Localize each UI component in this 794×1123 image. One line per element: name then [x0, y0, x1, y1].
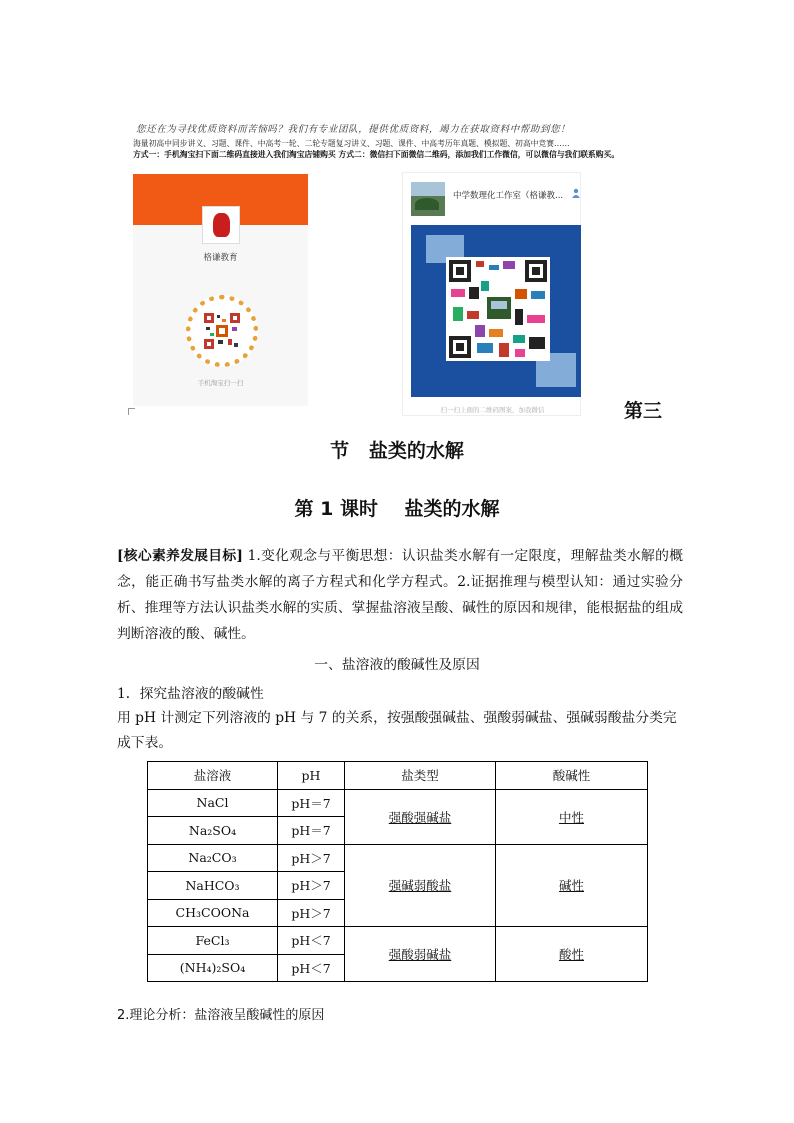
salt-cell: NaHCO₃ — [148, 872, 278, 900]
salt-type-cell: 强酸强碱盐 — [345, 789, 496, 844]
salt-cell: Na₂SO₄ — [148, 817, 278, 845]
wechat-contact-card[interactable] — [402, 172, 581, 416]
section-title-part-1: 第三 — [624, 400, 663, 422]
ad-line-3: 方式一：手机淘宝扫下面二维码直接进入我们淘宝店铺购买 方式二：微信扫下面微信二维码，添加我们工作微信，可以微信与我们联系购买。 — [133, 150, 620, 159]
salt-cell: Na₂CO₃ — [148, 844, 278, 872]
ad-line-1: 您还在为寻找优质资料而苦恼吗？我们有专业团队，提供优质资料，竭力在获取资料中帮助到您！ — [136, 124, 571, 135]
goals-label: [核心素养发展目标] — [117, 548, 243, 564]
ph-cell: pH＜7 — [278, 954, 345, 982]
ph-cell: pH＞7 — [278, 872, 345, 900]
table-row — [148, 789, 648, 817]
table-row — [148, 844, 648, 872]
acidity-cell: 碱性 — [496, 844, 648, 927]
table-header: 盐类型 — [345, 762, 496, 790]
section-1-title: 一、盐溶液的酸碱性及原因 — [314, 657, 480, 673]
salt-ph-table — [147, 761, 648, 982]
heading-2: 2.理论分析：盐溶液呈酸碱性的原因 — [117, 1008, 325, 1023]
wechat-scan-hint: 扫一扫上面的二维码图案，加我微信 — [440, 406, 545, 414]
table-header-row — [148, 762, 648, 790]
salt-cell: CH₃COONa — [148, 899, 278, 927]
wechat-avatar — [411, 182, 445, 216]
acidity-cell: 中性 — [496, 789, 648, 844]
qr-icon — [204, 313, 240, 349]
salt-type-cell: 强酸弱碱盐 — [345, 927, 496, 982]
taobao-qr-code[interactable] — [186, 295, 258, 367]
ad-line-2: 海量初高中同步讲义、习题、课件、中高考一轮、二轮专题复习讲义、习题、课件、中高考历年真题、模拟题、初高中竞赛…… — [133, 139, 570, 148]
wechat-qr-code[interactable] — [411, 225, 581, 397]
taobao-shop-card[interactable] — [133, 174, 308, 406]
lesson-title: 第 1 课时 盐类的水解 — [294, 498, 500, 520]
qr-icon — [411, 225, 581, 397]
heading-1: 1．探究盐溶液的酸碱性 — [117, 686, 264, 702]
goals-text: 1.变化观念与平衡思想：认识盐类水解有一定限度，理解盐类水解的概念，能正确书写盐类水解的离子方程式和化学方程式。2.证据推理与模型认知：通过实验分析、推理等方法认识盐类水解的实质、掌握盐溶液呈酸、碱性的原因和规律，能根据盐的组成判断溶液的酸、碱性。 — [117, 548, 683, 642]
ph-cell: pH＞7 — [278, 899, 345, 927]
salt-cell: NaCl — [148, 789, 278, 817]
ph-cell: pH＜7 — [278, 927, 345, 955]
seal-icon — [213, 213, 230, 237]
salt-cell: (NH₄)₂SO₄ — [148, 954, 278, 982]
table-header: pH — [278, 762, 345, 790]
wechat-name: 中学数理化工作室（格谦教... — [453, 191, 564, 201]
section-title-part-2: 节 盐类的水解 — [330, 440, 464, 462]
ph-cell: pH＞7 — [278, 844, 345, 872]
acidity-cell: 酸性 — [496, 927, 648, 982]
ph-cell: pH＝7 — [278, 789, 345, 817]
user-icon — [572, 188, 580, 198]
shop-logo — [202, 206, 240, 244]
salt-cell: FeCl₃ — [148, 927, 278, 955]
table-row — [148, 927, 648, 955]
salt-type-cell: 强碱弱酸盐 — [345, 844, 496, 927]
section-1-intro: 用 pH 计测定下列溶液的 pH 与 7 的关系，按强酸强碱盐、强酸弱碱盐、强碱弱酸盐分类完成下表。 — [117, 710, 677, 751]
shop-name: 格谦教育 — [203, 253, 238, 263]
image-corner-mark — [128, 408, 135, 415]
table-header: 盐溶液 — [148, 762, 278, 790]
table-header: 酸碱性 — [496, 762, 648, 790]
ph-cell: pH＝7 — [278, 817, 345, 845]
shop-scan-hint: 手机淘宝扫一扫 — [197, 379, 244, 387]
core-goals-paragraph — [117, 543, 683, 647]
